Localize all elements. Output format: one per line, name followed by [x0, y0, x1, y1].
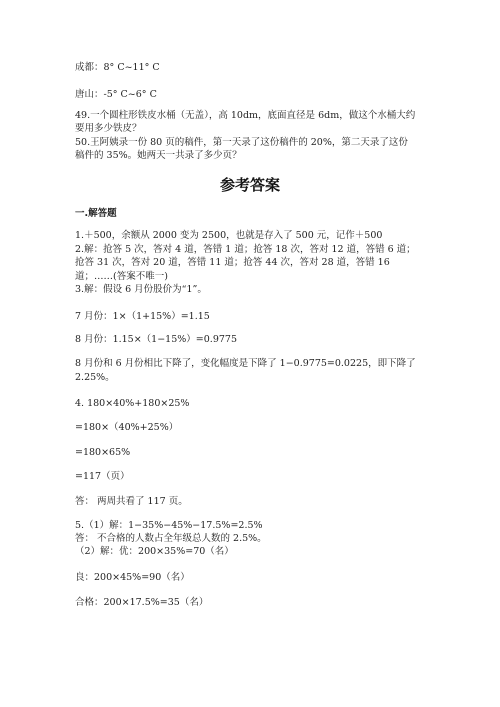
question-49-line-2: 要用多少铁皮？ [75, 123, 142, 134]
answer-5-pass: 合格：200×17.5%=35（名） [75, 597, 209, 608]
answer-key-title: 参考答案 [219, 176, 280, 194]
answer-5-good: 良：200×45%=90（名） [75, 572, 190, 583]
answer-2-line-2: 抢答 31 次，答对 20 道，答错 11 道；抢答 44 次，答对 28 道，答错 16 [75, 257, 390, 268]
answer-4-conclusion: 答： 两周共看了 117 页。 [75, 496, 188, 507]
answer-5-line-2: 答： 不合格的人数占全年级总人数的 2.5%。 [75, 533, 267, 544]
answer-4-line-4: =117（页） [75, 471, 130, 482]
question-50-line-2: 稿件的 35%。她两天一共录了多少页？ [75, 150, 242, 161]
answer-2-line-1: 2.解：抢答 5 次，答对 4 道，答错 1 道；抢答 18 次，答对 12 道，答错 6 道； [75, 244, 416, 255]
answer-3-conclusion-line-1: 8 月份和 6 月份相比下降了，变化幅度是下降了 1−0.9775=0.0225，即下降了 [75, 358, 416, 369]
text-line-tangshan: 唐山：-5° C~6° C [75, 89, 157, 100]
text-line-chengdu: 成都：8° C~11° C [75, 62, 160, 73]
answer-3-july: 7 月份：1×（1+15%）=1.15 [75, 311, 210, 322]
answer-3-august: 8 月份：1.15×（1−15%）=0.9775 [75, 334, 237, 345]
answer-5-line-1: 5.（1）解：1−35%−45%−17.5%=2.5% [75, 520, 263, 531]
answer-4-line-1: 4. 180×40%+180×25% [75, 398, 190, 409]
answer-1: 1.＋500，余额从 2000 变为 2500，也就是存入了 500 元，记作＋500 [75, 230, 383, 241]
answer-3-conclusion-line-2: 2.25%。 [75, 372, 115, 383]
answer-4-line-3: =180×65% [75, 447, 131, 458]
answer-2-line-3: 道；……(答案不唯一) [75, 271, 168, 282]
section-heading: 一.解答题 [75, 208, 117, 219]
answer-5-line-3: （2）解：优：200×35%=70（名） [75, 546, 234, 557]
question-50-line-1: 50.王阿姨录一份 80 页的稿件，第一天录了这份稿件的 20%，第二天录了这份 [75, 137, 408, 148]
answer-3-intro: 3.解：假设 6 月份股价为“1”。 [75, 284, 207, 295]
question-49-line-1: 49.一个圆柱形铁皮水桶（无盖），高 10dm，底面直径是 6dm，做这个水桶大约 [75, 110, 416, 121]
answer-4-line-2: =180×（40%+25%） [75, 422, 179, 433]
